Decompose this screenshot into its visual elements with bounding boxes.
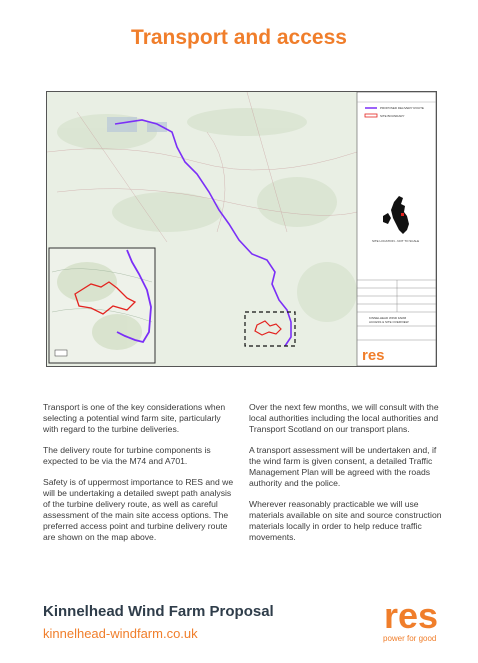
paragraph-safety: Safety is of uppermost importance to RES and we will be undertaking a detailed swept path analysis of the turbine delivery route, as well as careful assessment of the main site access options. The preferred access point and turbine delivery route are shown on the map above. [43, 477, 234, 542]
locator-caption: SITE LOCATION - NOT TO SCALE [372, 239, 420, 243]
page-title: Transport and access [131, 26, 347, 49]
legend-boundary-label: SITE BOUNDARY [380, 114, 405, 118]
body-right-column [249, 402, 445, 553]
paragraph-transport-assessment: A transport assessment will be undertaken and, if the wind farm is given consent, a detailed Traffic Management Plan will be agreed with the roads authority and the police. [249, 445, 437, 488]
paragraph-transport: Transport is one of the key considerations when selecting a potential wind farm site, particularly with regard to the turbine deliveries. [43, 402, 226, 434]
website-link[interactable]: kinnelhead-windfarm.co.uk [43, 626, 198, 641]
res-logo-icon [384, 598, 442, 632]
body-left-column [43, 402, 235, 553]
legend-route-label: PROPOSED DELIVERY ROUTE [380, 106, 424, 110]
logo-tagline: power for good [383, 634, 437, 643]
project-name: KINNELHEAD WIND FARM [369, 316, 407, 320]
map-res-logo: res [362, 347, 385, 364]
paragraph-materials: Wherever reasonably practicable we will use materials available on site and source construction materials locally in order to help reduce traffic movements. [249, 499, 442, 542]
drawing-name: ACCESS & SITE OVERVIEW [369, 320, 409, 324]
paragraph-consultation: Over the next few months, we will consult with the local authorities including the local authorities and Transport Scotland on our transport plans. [249, 402, 439, 434]
route-map [46, 91, 437, 367]
paragraph-delivery-route: The delivery route for turbine components is expected to be via the M74 and A701. [43, 445, 211, 466]
footer-title: Kinnelhead Wind Farm Proposal [43, 603, 274, 620]
res-logo-text: res [384, 598, 439, 632]
